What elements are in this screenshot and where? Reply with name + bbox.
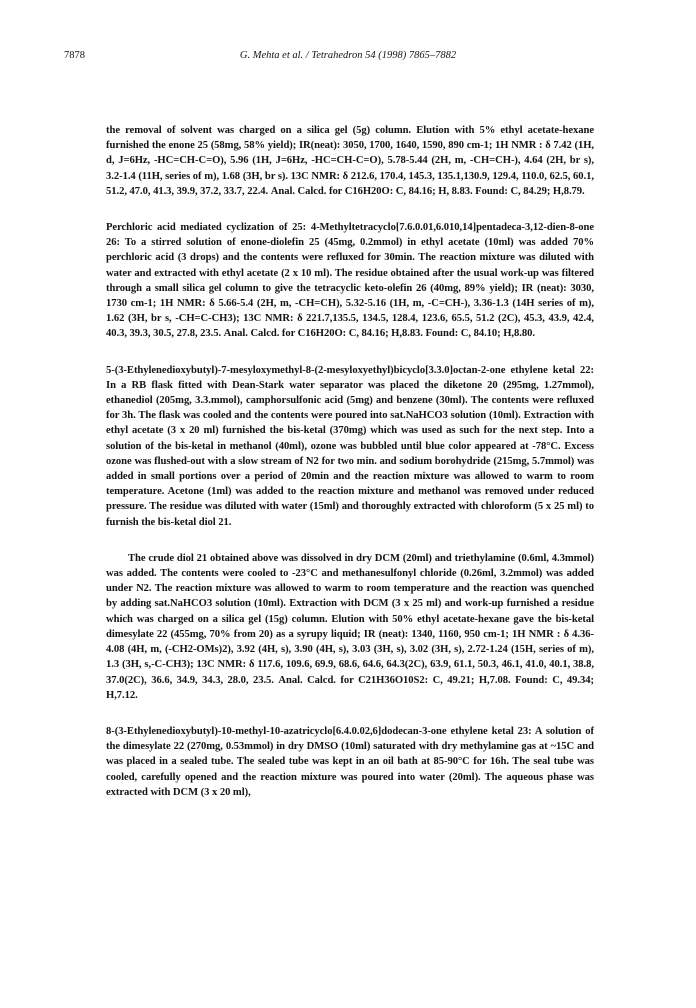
paragraph-title: 5-(3-Ethylenedioxybutyl)-7-mesyloxymethyl-8-(2-mesyloxyethyl)bicyclo[3.3.0]octan-2-one ethylene ketal 22	[106, 364, 591, 376]
paragraph-body: : To a stirred solution of enone-diolefin 25 (45mg, 0.2mmol) in ethyl acetate (10ml) was added 70% perchloric acid (3 drops) and the contents were refluxed for 30min. The reaction mixture was diluted with water and extracted with ethyl acetate (2 x 10 ml). The residue obtained after the usual work-up was filtered through a small silica gel column to give the tetracyclic keto-olefin 26 (40mg, 89% yield); IR (neat): 3030, 1730 cm-1; 1H NMR: δ 5.66-5.4 (2H, m, -CH=CH), 5.32-5.16 (1H, m, -C=CH-), 3.36-1.3 (14H series of m), 1.62 (3H, br s, -CH=C-CH3); 13C NMR: δ 221.7,135.5, 134.5, 128.4, 123.6, 65.5, 51.2 (2C), 45.3, 43.9, 42.4, 40.3, 39.3, 30.5, 27.8, 23.5. Anal. Calcd. for C16H20O: C, 84.16; H,8.83. Found: C, 84.10; H,8.80.	[106, 237, 594, 340]
paragraph-title: 8-(3-Ethylenedioxybutyl)-10-methyl-10-azatricyclo[6.4.0.02,6]dodecan-3-one ethylene ketal 23	[106, 725, 529, 737]
page-number: 7878	[64, 50, 85, 61]
paragraph-body: : In a RB flask fitted with Dean-Stark water separator was placed the diketone 20 (295mg, 1.27mmol), ethanediol (205mg, 3.3.mmol), camphorsulfonic acid (5mg) and benzene (30ml). The contents were refluxed for 3h. The flask was cooled and the contents were poured into sat.NaHCO3 solution (10ml). Extraction with ethyl acetate (3 x 20 ml) furnished the bis-ketal (370mg) which was used as such for the next step. Into a solution of the bis-ketal in methanol (40ml), ozone was bubbled until blue color appeared at -78°C. Excess ozone was flushed-out with a slow stream of N2 for two min. and sodium borohydride (215mg, 5.7mmol) was added in small portions over a period of 20min and the reaction mixture was allowed to warm to room temperature. Acetone (1ml) was added to the reaction mixture and methanol was removed under reduced pressure. The residue was diluted with water (15ml) and thoroughly extracted with chloroform (5 x 25 ml) to furnish the bis-ketal diol 21.	[106, 364, 594, 528]
paragraph-body: : A solution of the dimesylate 22 (270mg, 0.53mmol) in dry DMSO (10ml) saturated with dry methylamine gas at ~15C and was placed in a sealed tube. The sealed tube was kept in an oil bath at 85-90°C for 16h. The seal tube was cooled, carefully opened and the reaction mixture was poured into water (20ml). The aqueous phase was extracted with DCM (3 x 20 ml),	[106, 725, 594, 798]
paragraph-enone-25	[106, 123, 594, 199]
paragraph-crude-diol-21	[106, 551, 594, 703]
paragraph-azatricyclo-23	[106, 724, 594, 800]
paragraph-ketal-22	[106, 363, 594, 530]
paragraph-title: Perchloric acid mediated cyclization of 25: 4-Methyltetracyclo[7.6.0.01,6.010,14]pentadeca-3,12-dien-8-one 26	[106, 222, 594, 249]
paragraph-body: The crude diol 21 obtained above was dissolved in dry DCM (20ml) and triethylamine (0.6ml, 4.3mmol) was added. The contents were cooled to -23°C and methanesulfonyl chloride (0.26ml, 3.2mmol) was added under N2. The reaction mixture was allowed to warm to room temperature and the reaction was quenched by adding sat.NaHCO3 solution (10ml). Extraction with DCM (3 x 25 ml) and work-up furnished a residue which was charged on a silica gel (15g) column. Elution with 50% ethyl acetate-hexane gave the bis-ketal dimesylate 22 (455mg, 70% from 20) as a syrupy liquid; IR (neat): 1340, 1160, 950 cm-1; 1H NMR : δ 4.36-4.08 (4H, m, (-CH2-OMs)2), 3.92 (4H, s), 3.90 (4H, s), 3.03 (3H, s), 3.02 (3H, s), 2.72-1.24 (15H, series of m), 1.3 (3H, s,-C-CH3); 13C NMR: δ 117.6, 109.6, 69.9, 68.6, 64.6, 64.3(2C), 63.9, 61.1, 50.3, 46.1, 41.0, 40.1, 38.8, 37.0(2C), 36.6, 34.9, 34.3, 28.0, 23.5. Anal. Calcd. for C21H36O10S2: C, 49.21; H,7.08. Found: C, 49.34; H,7.12.	[106, 552, 594, 701]
paragraph-body: the removal of solvent was charged on a silica gel (5g) column. Elution with 5% ethyl acetate-hexane furnished the enone 25 (58mg, 58% yield); IR(neat): 3050, 1700, 1640, 1590, 890 cm-1; 1H NMR : δ 7.42 (1H, d, J=6Hz, -HC=CH-C=O), 5.96 (1H, J=6Hz, -HC=CH-C=O), 5.78-5.44 (2H, m, -CH=CH-), 4.64 (2H, br s), 3.2-1.4 (11H, series of m), 1.68 (3H, br s). 13C NMR: δ 212.6, 170.4, 145.3, 135.1,130.9, 129.4, 110.0, 62.5, 60.1, 51.2, 47.0, 41.3, 39.9, 37.2, 33.7, 22.4. Anal. Calcd. for C16H20O: C, 84.16; H, 8.83. Found: C, 84.29; H,8.79.	[106, 125, 594, 197]
article-body	[106, 123, 594, 800]
page-header	[64, 50, 632, 66]
running-head: G. Mehta et al. / Tetrahedron 54 (1998) 7865–7882	[239, 50, 457, 61]
paragraph-cyclization-26	[106, 220, 594, 342]
